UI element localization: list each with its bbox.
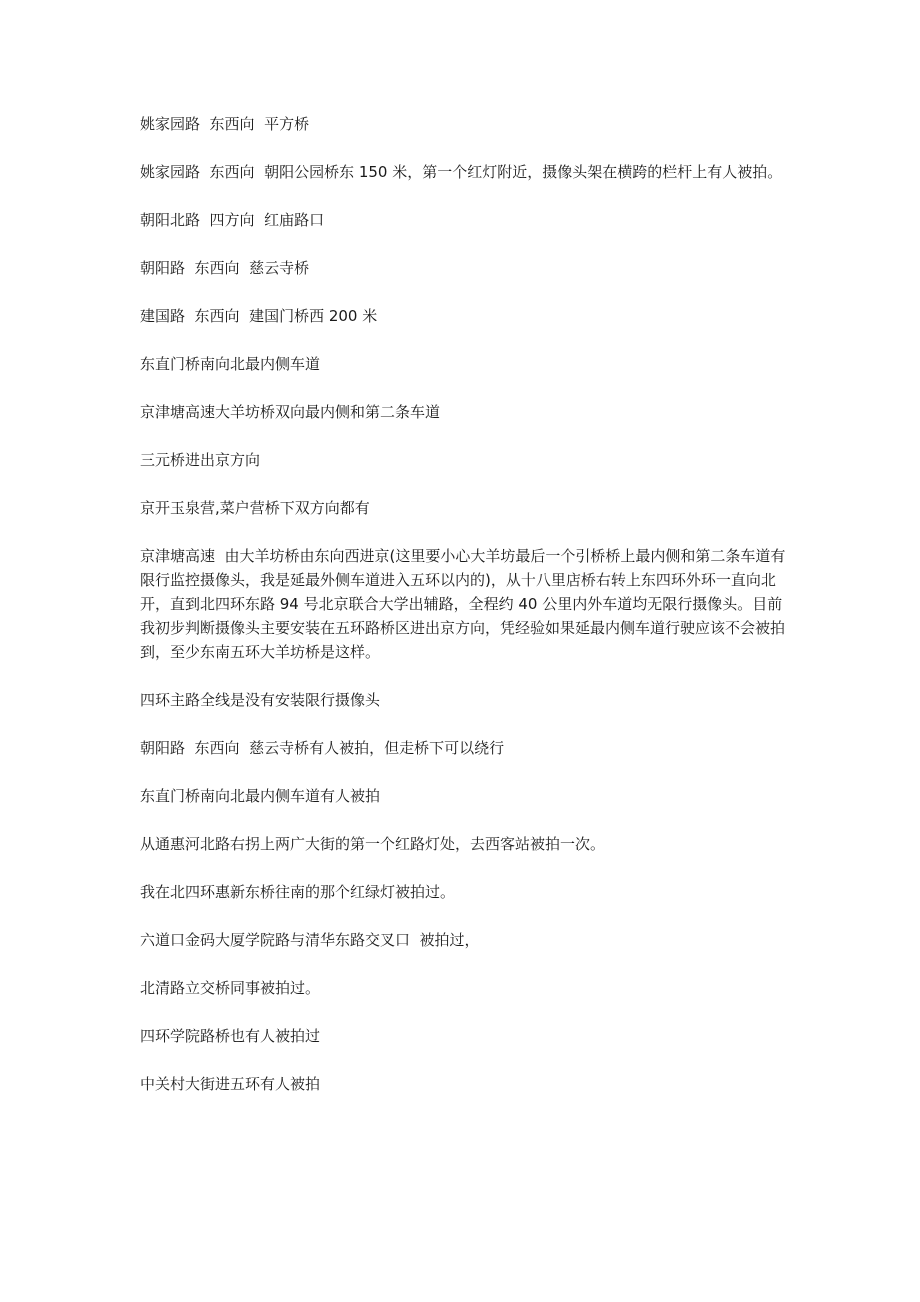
paragraph: 姚家园路 东西向 朝阳公园桥东 150 米，第一个红灯附近，摄像头架在横跨的栏杆上有人被拍。 [140, 163, 783, 181]
paragraph: 东直门桥南向北最内侧车道 [140, 355, 321, 373]
paragraph: 朝阳北路 四方向 红庙路口 [140, 211, 325, 229]
paragraph: 六道口金码大厦学院路与清华东路交叉口 被拍过， [140, 931, 480, 949]
paragraph: 北清路立交桥同事被拍过。 [140, 979, 321, 997]
paragraph: 朝阳路 东西向 慈云寺桥 [140, 259, 310, 277]
paragraph: 三元桥进出京方向 [140, 451, 261, 469]
paragraph: 四环学院路桥也有人被拍过 [140, 1027, 321, 1045]
paragraph: 京津塘高速 由大羊坊桥由东向西进京(这里要小心大羊坊最后一个引桥桥上最内侧和第二条车道有限行监控摄像头，我是延最外侧车道进入五环以内的)，从十八里店桥右转上东四环外环一直向北开，直到北四环东路 94 号北京联合大学出辅路，全程约 40 公里内外车道均无限行摄像头。目前我初步判断摄像头主要安装在五环路桥区进出京方向，凭经验如果延最内侧车道行驶应该不会被拍到，至少东南五环大羊坊桥是这样。 [140, 547, 786, 661]
paragraph: 姚家园路 东西向 平方桥 [140, 115, 310, 133]
paragraph: 建国路 东西向 建国门桥西 200 米 [140, 307, 378, 325]
paragraph: 中关村大街进五环有人被拍 [140, 1075, 321, 1093]
paragraph: 四环主路全线是没有安装限行摄像头 [140, 691, 381, 709]
paragraph: 东直门桥南向北最内侧车道有人被拍 [140, 787, 381, 805]
paragraph: 我在北四环惠新东桥往南的那个红绿灯被拍过。 [140, 883, 456, 901]
document-body [140, 112, 796, 1120]
paragraph: 从通惠河北路右拐上两广大街的第一个红路灯处，去西客站被拍一次。 [140, 835, 606, 853]
paragraph: 京津塘高速大羊坊桥双向最内侧和第二条车道 [140, 403, 441, 421]
paragraph: 朝阳路 东西向 慈云寺桥有人被拍，但走桥下可以绕行 [140, 739, 505, 757]
paragraph: 京开玉泉营,菜户营桥下双方向都有 [140, 499, 370, 517]
